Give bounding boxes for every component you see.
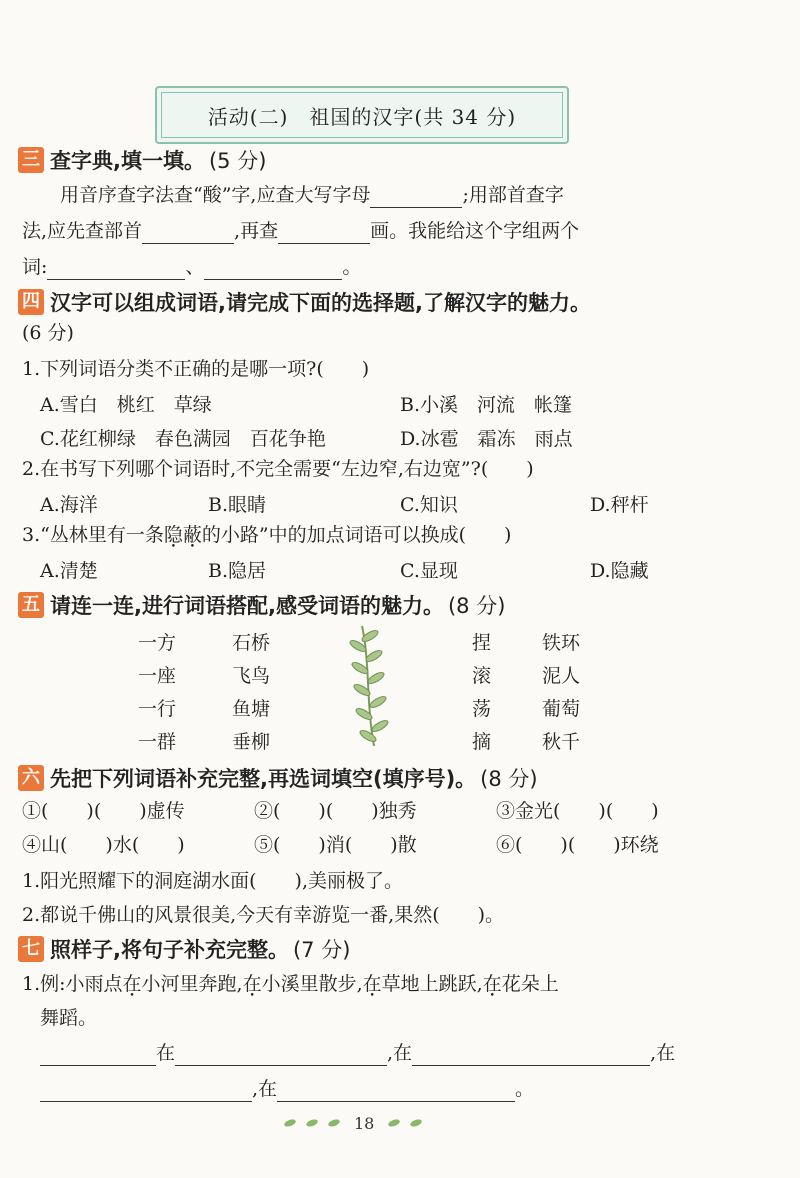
page-number: 18 xyxy=(354,1114,375,1133)
match-right-noun[interactable]: 铁环 xyxy=(542,632,581,654)
section-4-badge: 四 xyxy=(18,289,44,315)
match-right-verb[interactable]: 荡 xyxy=(472,698,492,720)
blank[interactable] xyxy=(47,261,185,280)
s6-idiom-6[interactable]: ⑥( )( )环绕 xyxy=(496,834,659,856)
section-3-badge: 三 xyxy=(18,147,44,173)
section-5-badge: 五 xyxy=(18,592,44,618)
match-right-noun[interactable]: 秋千 xyxy=(542,731,581,753)
blank[interactable] xyxy=(40,1047,156,1066)
s6-idiom-1[interactable]: ①( )( )虚传 xyxy=(22,800,185,822)
match-left-word[interactable]: 一群 xyxy=(138,731,177,753)
blank[interactable] xyxy=(204,261,342,280)
blank[interactable] xyxy=(142,225,234,244)
match-left-target[interactable]: 飞鸟 xyxy=(232,665,271,687)
s4-q1-option-c[interactable]: C.花红柳绿 春色满园 百花争艳 xyxy=(40,428,326,450)
match-right-verb[interactable]: 摘 xyxy=(472,731,492,753)
match-left-target[interactable]: 鱼塘 xyxy=(232,698,271,720)
s4-q1-option-b[interactable]: B.小溪 河流 帐篷 xyxy=(400,394,573,416)
s4-q1-option-d[interactable]: D.冰雹 霜冻 雨点 xyxy=(400,428,573,450)
section-3-heading: 三 查字典,填一填。 (5 分) xyxy=(18,145,266,175)
activity-title: 活动(二) 祖国的汉字(共 34 分) xyxy=(207,104,517,129)
s4-q2-option-c[interactable]: C.知识 xyxy=(400,494,458,516)
match-left-word[interactable]: 一方 xyxy=(138,632,177,654)
match-left-target[interactable]: 垂柳 xyxy=(232,731,271,753)
s7-fill-line-1: 在 ,在 ,在 xyxy=(40,1040,675,1066)
blank[interactable] xyxy=(40,1083,252,1102)
willow-branch-icon xyxy=(348,622,408,752)
section-7-badge: 七 xyxy=(18,936,44,962)
match-left-target[interactable]: 石桥 xyxy=(232,632,271,654)
section-6-badge: 六 xyxy=(18,765,44,791)
s3-line-3: 词: 、 。 xyxy=(22,256,362,278)
section-5-heading: 五 请连一连,进行词语搭配,感受词语的魅力。 (8 分) xyxy=(18,590,505,620)
s6-idiom-5[interactable]: ⑤( )消( )散 xyxy=(254,834,417,856)
s4-q2: 2.在书写下列哪个词语时,不完全需要“左边窄,右边宽”?( ) xyxy=(22,458,534,480)
s6-q2[interactable]: 2.都说千佛山的风景很美,今天有幸游览一番,果然( )。 xyxy=(22,904,505,926)
s4-q2-option-b[interactable]: B.眼睛 xyxy=(208,494,267,516)
s6-idiom-3[interactable]: ③金光( )( ) xyxy=(496,800,659,822)
s3-line-2: 法,应先查部首 ,再查 画。我能给这个字组两个 xyxy=(22,220,580,242)
s6-q1[interactable]: 1.阳光照耀下的洞庭湖水面( ),美丽极了。 xyxy=(22,870,403,892)
s4-q2-option-d[interactable]: D.秤杆 xyxy=(590,494,649,516)
s6-idiom-2[interactable]: ②( )( )独秀 xyxy=(254,800,417,822)
blank[interactable] xyxy=(370,189,462,208)
match-left-word[interactable]: 一行 xyxy=(138,698,177,720)
section-4-heading: 四 汉字可以组成词语,请完成下面的选择题,了解汉字的魅力。 xyxy=(18,287,591,317)
match-right-verb[interactable]: 捏 xyxy=(472,632,492,654)
s4-q1: 1.下列词语分类不正确的是哪一项?( ) xyxy=(22,358,370,380)
s4-q3-option-b[interactable]: B.隐居 xyxy=(208,560,267,582)
match-right-noun[interactable]: 泥人 xyxy=(542,665,581,687)
sprout-decoration-icon xyxy=(386,1114,426,1132)
s4-q3: 3.“丛林里有一条隐蔽的小路”中的加点词语可以换成( ) xyxy=(22,524,512,546)
s4-q3-option-d[interactable]: D.隐藏 xyxy=(590,560,649,582)
s7-example-line-1: 1.例:小雨点在小河里奔跑,在小溪里散步,在草地上跳跃,在花朵上 xyxy=(22,973,559,995)
section-6-heading: 六 先把下列词语补充完整,再选词填空(填序号)。 (8 分) xyxy=(18,763,538,793)
s7-fill-line-2: ,在 。 xyxy=(40,1076,534,1102)
s4-q3-option-c[interactable]: C.显现 xyxy=(400,560,458,582)
s4-q3-option-a[interactable]: A.清楚 xyxy=(40,560,98,582)
section-7-heading: 七 照样子,将句子补充完整。 (7 分) xyxy=(18,934,350,964)
blank[interactable] xyxy=(277,1083,515,1102)
s4-q1-option-a[interactable]: A.雪白 桃红 草绿 xyxy=(40,394,212,416)
s3-line-1: 用音序查字法查“酸”字,应查大写字母 ;用部首查字 xyxy=(60,184,564,206)
s7-example-line-2: 舞蹈。 xyxy=(40,1007,98,1029)
match-right-noun[interactable]: 葡萄 xyxy=(542,698,581,720)
blank[interactable] xyxy=(412,1047,650,1066)
section-4-points: (6 分) xyxy=(22,322,74,344)
s6-idiom-4[interactable]: ④山( )水( ) xyxy=(22,834,185,856)
match-right-verb[interactable]: 滚 xyxy=(472,665,492,687)
s4-q2-option-a[interactable]: A.海洋 xyxy=(40,494,98,516)
sprout-decoration-icon xyxy=(282,1114,352,1132)
blank[interactable] xyxy=(278,225,370,244)
blank[interactable] xyxy=(175,1047,387,1066)
match-left-word[interactable]: 一座 xyxy=(138,665,177,687)
activity-title-box xyxy=(155,86,569,144)
